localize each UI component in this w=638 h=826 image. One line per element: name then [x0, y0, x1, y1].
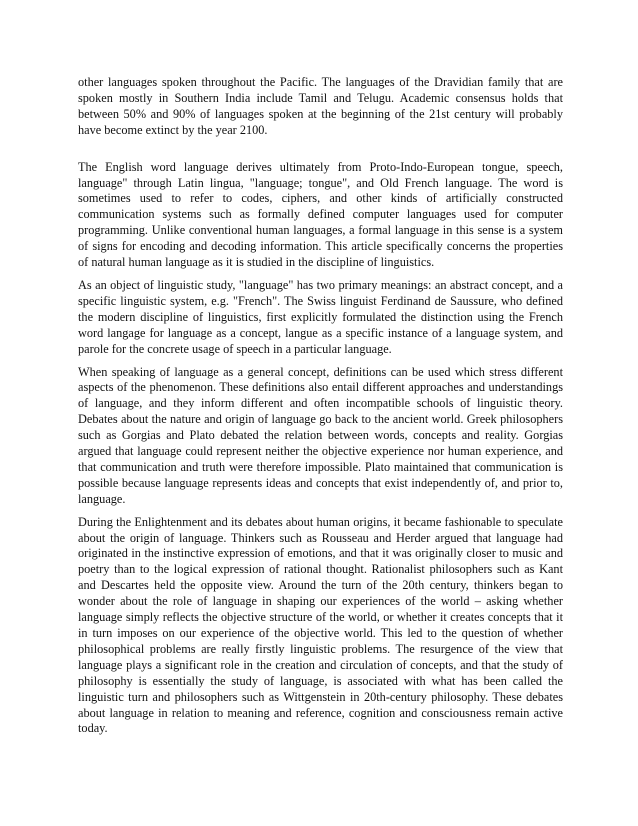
document-body	[78, 75, 563, 737]
paragraph-etymology: The English word language derives ultimately from Proto-Indo-European tongue, speech, language" through Latin lingua, "language; tongue", and Old French language. The word is sometimes used to refer to codes, ciphers, and other kinds of artificially constructed communication systems such as formally defined computer languages used for computer programming. Unlike conventional human languages, a formal language in this sense is a system of signs for encoding and decoding information. This article specifically concerns the properties of natural human language as it is studied in the discipline of linguistics.	[78, 159, 563, 270]
paragraph-pacific-languages: other languages spoken throughout the Pacific. The languages of the Dravidian family that are spoken mostly in Southern India include Tamil and Telugu. Academic consensus holds that between 50% and 90% of languages spoken at the beginning of the 21st century will probably have become extinct by the year 2100.	[78, 75, 563, 137]
paragraph-enlightenment: During the Enlightenment and its debates about human origins, it became fashionable to speculate about the origin of language. Thinkers such as Rousseau and Herder argued that language had originated in the instinctive expression of emotions, and that it was originally closer to music and poetry than to the logical expression of rational thought. Rationalist philosophers such as Kant and Descartes held the opposite view. Around the turn of the 20th century, thinkers began to wonder about the role of language in shaping our experiences of the world – asking whether language simply reflects the objective structure of the world, or whether it creates concepts that it in turn imposes on our experience of the objective world. This led to the question of whether philosophical problems are really firstly linguistic problems. The resurgence of the view that language plays a significant role in the creation and circulation of concepts, and that the study of philosophy is essentially the study of language, is associated with what has been called the linguistic turn and philosophers such as Wittgenstein in 20th-century philosophy. These debates about language in relation to meaning and reference, cognition and consciousness remain active today.	[78, 514, 563, 736]
paragraph-definitions: When speaking of language as a general concept, definitions can be used which stress different aspects of the phenomenon. These definitions also entail different approaches and understandings of language, and they inform different and often incompatible schools of linguistic theory. Debates about the nature and origin of language go back to the ancient world. Greek philosophers such as Gorgias and Plato debated the relation between words, concepts and reality. Gorgias argued that language could represent neither the objective experience nor human experience, and that communication and truth were therefore impossible. Plato maintained that communication is possible because language represents ideas and concepts that exist independently of, and prior to, language.	[78, 364, 563, 506]
paragraph-linguistic-study: As an object of linguistic study, "language" has two primary meanings: an abstract concept, and a specific linguistic system, e.g. "French". The Swiss linguist Ferdinand de Saussure, who defined the modern discipline of linguistics, first explicitly formulated the distinction using the French word langage for language as a concept, langue as a specific instance of a language system, and parole for the concrete usage of speech in a particular language.	[78, 277, 563, 356]
